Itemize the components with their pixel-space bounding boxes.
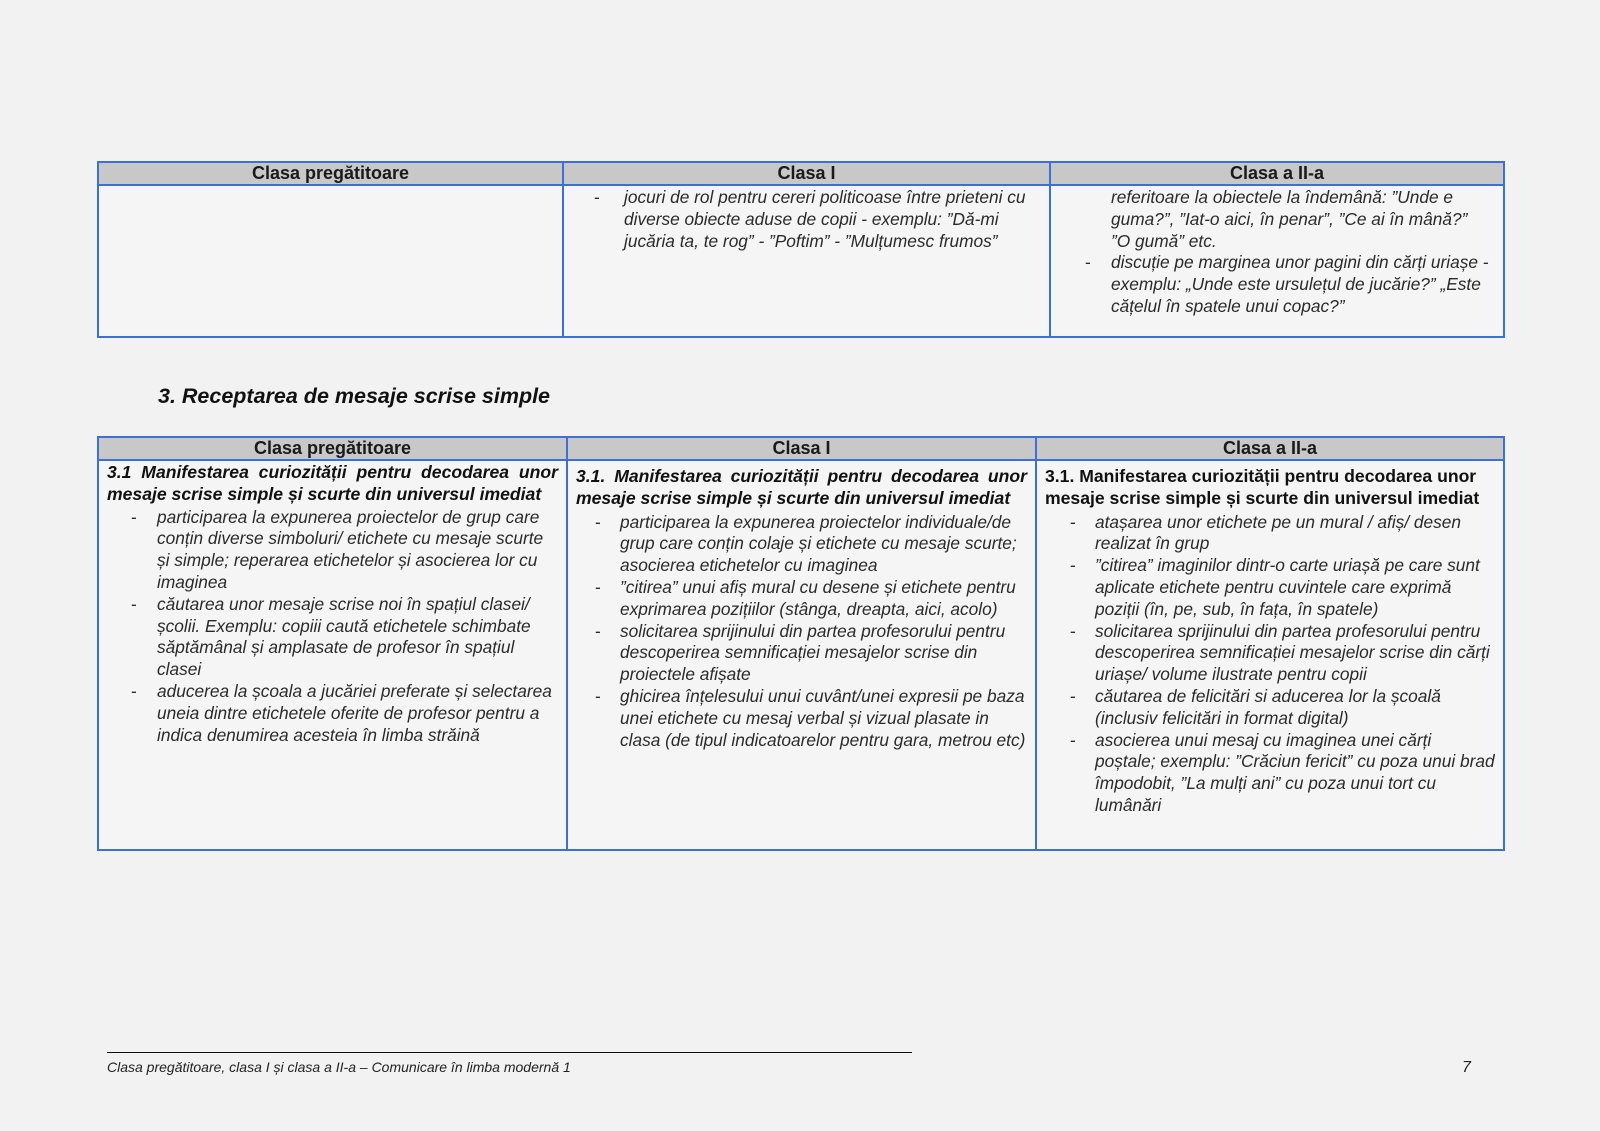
competence-heading: 3.1 Manifestarea curiozității pentru decodarea unor mesaje scrise simple și scurte din universul imediat bbox=[107, 462, 558, 504]
list-item-text: căutarea de felicitări si aducerea lor la școală (inclusiv felicitări in format digital) bbox=[1095, 685, 1441, 728]
list-item-text: solicitarea sprijinului din partea profesorului pentru descoperirea semnificației mesajelor scrise din cărți uriașe/ volume ilustrate pentru copii bbox=[1095, 620, 1490, 685]
cell-clasa-pregatitoare bbox=[98, 460, 567, 850]
list-item-text: solicitarea sprijinului din partea profesorului pentru descoperirea semnificației mesajelor scrise din proiectele afișate bbox=[620, 620, 1006, 685]
cell-clasa-i bbox=[563, 185, 1050, 337]
list-item-text: ghicirea înțelesului unui cuvânt/unei expresii pe baza unei etichete cu mesaj verbal și vizual plasate in clasa (de tipul indicatoarelor pentru gara, metrou etc) bbox=[620, 685, 1026, 750]
cell-clasa-i bbox=[567, 460, 1036, 850]
list-item-text: participarea la expunerea proiectelor de grup care conțin diverse simboluri/ etichete cu mesaje scurte și simple; reperarea etichetelor și asocierea lor cu imaginea bbox=[157, 506, 544, 592]
cell-clasa-a-ii-a bbox=[1050, 185, 1504, 337]
list-item: - ”citirea” unui afiș mural cu desene și etichete pentru exprimarea pozițiilor (stânga, dreapta, aici, acolo) bbox=[595, 576, 1016, 619]
list-item-continued bbox=[1089, 187, 1489, 252]
header-clasa-pregatitoare: Clasa pregătitoare bbox=[98, 437, 567, 460]
table-header-row bbox=[98, 437, 1504, 460]
header-clasa-i: Clasa I bbox=[563, 162, 1050, 185]
list-item: - aducerea la școala a jucăriei preferate și selectarea uneia dintre etichetele oferite de profesor pentru a indica denumirea acesteia în limba străină bbox=[131, 680, 552, 745]
table-header-row bbox=[98, 162, 1504, 185]
table-row bbox=[98, 460, 1504, 850]
list-item: - asocierea unui mesaj cu imaginea unei cărți poștale; exemplu: ”Crăciun fericit” cu poza unui brad împodobit, ”La mulți ani” cu poza unui tort cu lumânări bbox=[1070, 729, 1495, 815]
competence-heading: 3.1. Manifestarea curiozității pentru decodarea unor mesaje scrise simple și scurte din universul imediat bbox=[576, 466, 1027, 508]
list-item-text: asocierea unui mesaj cu imaginea unei cărți poștale; exemplu: ”Crăciun fericit” cu poza unui brad împodobit, ”La mulți ani” cu poza unui tort cu lumânări bbox=[1095, 729, 1495, 815]
list-item-text: participarea la expunerea proiectelor individuale/de grup care conțin colaje și etichete cu mesaje scurte; asocierea etichetelor cu imaginea bbox=[620, 511, 1017, 576]
list-item: - discuție pe marginea unor pagini din cărți uriașe - exemplu: „Unde este ursulețul de jucărie?” „Este cățelul în spatele unui copac?” bbox=[1085, 252, 1489, 316]
list-item-text: jocuri de rol pentru cereri politicoase între prieteni cu diverse obiecte aduse de copii - exemplu: ”Dă-mi jucăria ta, te rog” - ”Poftim” - ”Mulțumesc frumos” bbox=[624, 187, 1026, 251]
footer-divider bbox=[107, 1052, 912, 1053]
list-item-text: ”citirea” unui afiș mural cu desene și etichete pentru exprimarea pozițiilor (stânga, dreapta, aici, acolo) bbox=[620, 576, 1016, 619]
list-item: - participarea la expunerea proiectelor de grup care conțin diverse simboluri/ etichete cu mesaje scurte și simple; reperarea etichetelor și asocierea lor cu imaginea bbox=[131, 506, 544, 592]
list-item: - ghicirea înțelesului unui cuvânt/unei expresii pe baza unei etichete cu mesaj verbal și vizual plasate in clasa (de tipul indicatoarelor pentru gara, metrou etc) bbox=[595, 685, 1026, 750]
list-item-text: discuție pe marginea unor pagini din cărți uriașe - exemplu: „Unde este ursulețul de jucărie?” „Este cățelul în spatele unui copac?” bbox=[1111, 252, 1489, 316]
page-number: 7 bbox=[1462, 1059, 1471, 1076]
list-item: - căutarea de felicitări si aducerea lor la școală (inclusiv felicitări in format digital) bbox=[1070, 685, 1441, 728]
list-item-text: căutarea unor mesaje scrise noi în spațiul clasei/ școlii. Exemplu: copiii caută etichetele schimbate săptămânal și amplasate de profesor în spațiul clasei bbox=[157, 593, 531, 680]
header-clasa-i: Clasa I bbox=[567, 437, 1036, 460]
header-clasa-pregatitoare: Clasa pregătitoare bbox=[98, 162, 563, 185]
list-item: - ”citirea” imaginilor dintr-o carte uriașă pe care sunt aplicate etichete pentru cuvintele care exprimă poziții (în, pe, sub, în fața, în spatele) bbox=[1070, 555, 1480, 619]
list-item: - participarea la expunerea proiectelor individuale/de grup care conțin colaje și etichete cu mesaje scurte; asocierea etichetelor cu imaginea bbox=[595, 511, 1017, 576]
footer-text: Clasa pregătitoare, clasa I și clasa a II-a – Comunicare în limba modernă 1 bbox=[107, 1059, 571, 1075]
cell-clasa-a-ii-a bbox=[1036, 460, 1504, 850]
list-item: - jocuri de rol pentru cereri politicoase între prieteni cu diverse obiecte aduse de copii - exemplu: ”Dă-mi jucăria ta, te rog” - ”Poftim” - ”Mulțumesc frumos” bbox=[594, 187, 1026, 251]
cell-clasa-pregatitoare bbox=[98, 185, 563, 337]
list-item: - solicitarea sprijinului din partea profesorului pentru descoperirea semnificației mesajelor scrise din proiectele afișate bbox=[595, 620, 1006, 685]
list-item: - căutarea unor mesaje scrise noi în spațiul clasei/ școlii. Exemplu: copiii caută etichetele schimbate săptămânal și amplasate de profesor în spațiul clasei bbox=[131, 593, 531, 680]
table-row bbox=[98, 185, 1504, 337]
header-clasa-a-ii-a: Clasa a II-a bbox=[1036, 437, 1504, 460]
list-item-text: ”citirea” imaginilor dintr-o carte uriașă pe care sunt aplicate etichete pentru cuvintele care exprimă poziții (în, pe, sub, în fața, în spatele) bbox=[1095, 555, 1480, 619]
list-item-text: referitoare la obiectele la îndemână: ”Unde e guma?”, ”Iat-o aici, în penar”, ”Ce ai în mână?” ”O gumă” etc. bbox=[1111, 187, 1468, 251]
list-item-text: atașarea unor etichete pe un mural / afiș/ desen realizat în grup bbox=[1095, 511, 1462, 554]
activities-table-continuation bbox=[97, 161, 1505, 338]
competence-heading: 3.1. Manifestarea curiozității pentru decodarea unor mesaje scrise simple și scurte din universul imediat bbox=[1045, 466, 1480, 508]
list-item-text: aducerea la școala a jucăriei preferate și selectarea uneia dintre etichetele oferite de profesor pentru a indica denumirea acesteia în limba străină bbox=[157, 680, 552, 745]
section-title: 3. Receptarea de mesaje scrise simple bbox=[158, 384, 551, 408]
activities-table bbox=[97, 436, 1505, 851]
list-item: - atașarea unor etichete pe un mural / afiș/ desen realizat în grup bbox=[1070, 511, 1462, 554]
list-item: - solicitarea sprijinului din partea profesorului pentru descoperirea semnificației mesajelor scrise din cărți uriașe/ volume ilustrate pentru copii bbox=[1070, 620, 1490, 685]
header-clasa-a-ii-a: Clasa a II-a bbox=[1050, 162, 1504, 185]
